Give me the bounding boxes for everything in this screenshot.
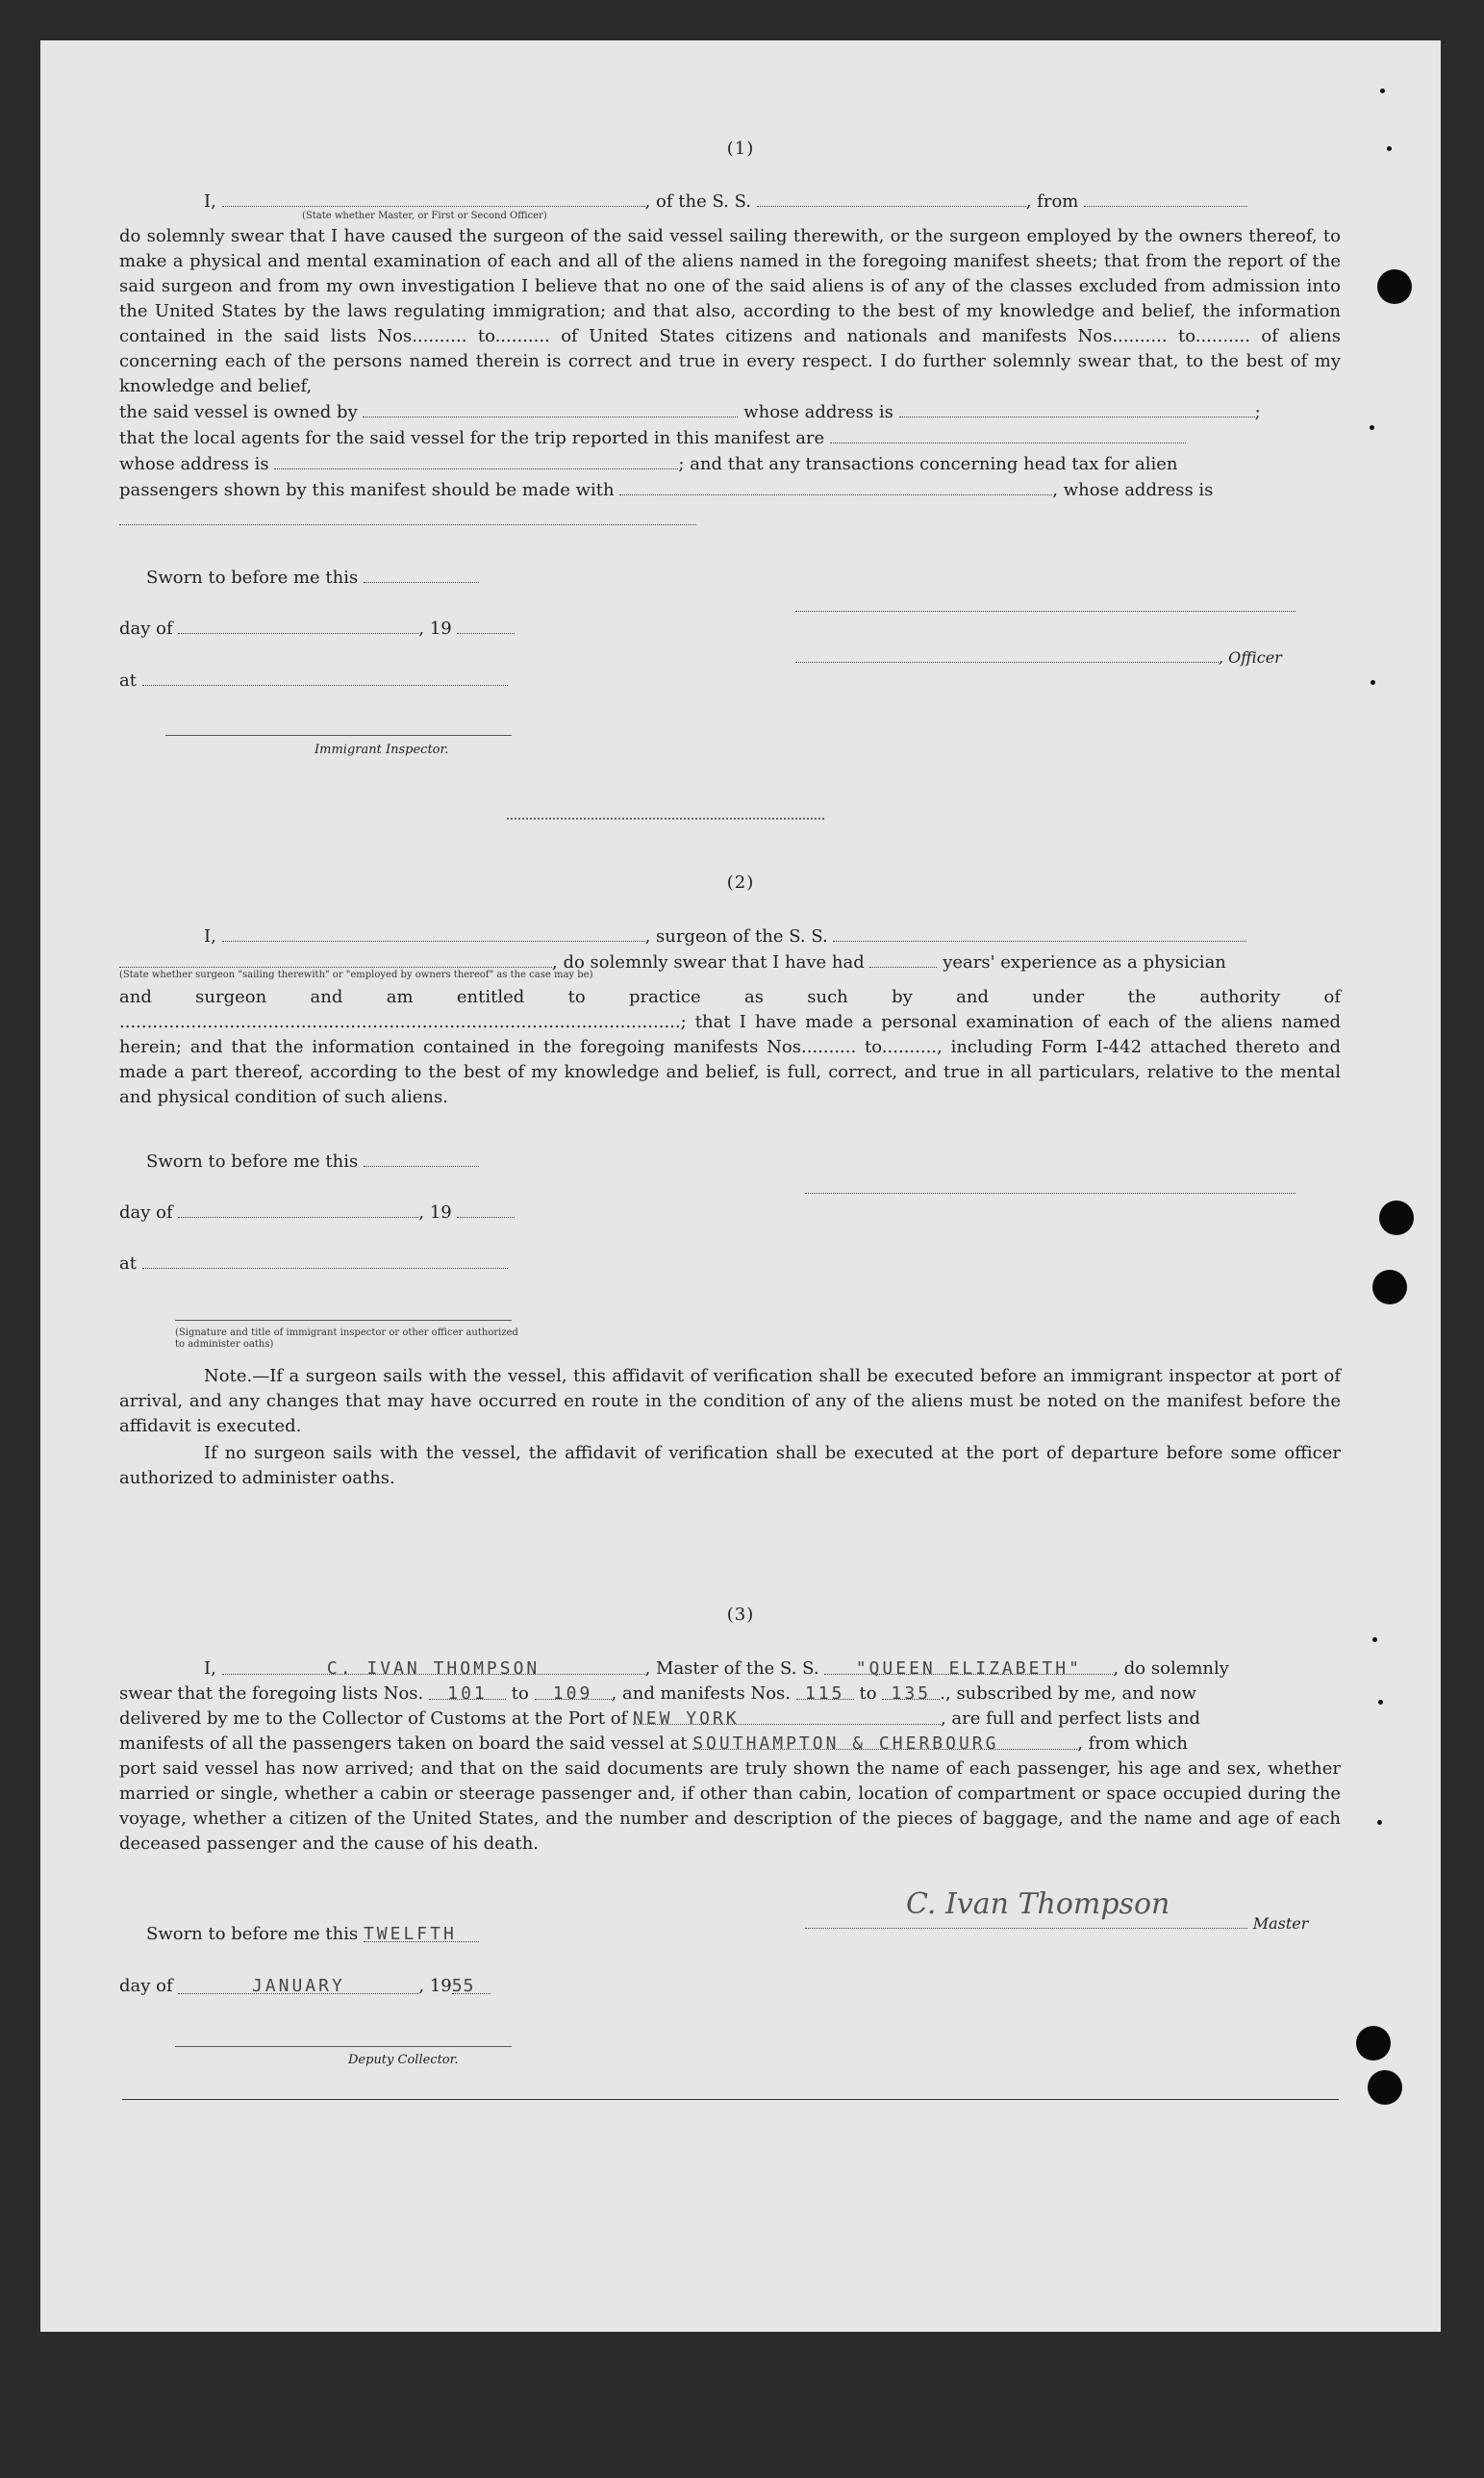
- s2-note-1: Note.—If a surgeon sails with the vessel, this affidavit of verification shall be executed before an immigrant inspector at port of arrival, and any changes that may have occurred en route in the condition of any of the aliens must be noted on the manifest before the affidavit is executed.: [119, 1366, 1341, 1436]
- s1-sworn-day-field[interactable]: [364, 565, 479, 583]
- s1-agents-field[interactable]: [830, 425, 1186, 443]
- s2-year-field[interactable]: [457, 1200, 515, 1218]
- s3-body-text: port said vessel has now arrived; and that on the said documents are truly shown the name of each passenger, his age and sex, whether married or single, whether a cabin or steerage passenger and, if other than cabin, location of compartment or space occupied during the voyage, whether a citizen of the United States, and the number and description of the pieces of baggage, and the name and age of each deceased passenger and the cause of his death.: [119, 1758, 1341, 1854]
- s3-line-3: delivered by me to the Collector of Customs at the Port of NEW YORK , are full and perfect lists and: [119, 1708, 1201, 1729]
- s2-at-field[interactable]: [142, 1251, 508, 1269]
- s2-sworn-line: Sworn to before me this: [146, 1149, 479, 1172]
- s2-line-1: I, , surgeon of the S. S.: [119, 923, 1341, 949]
- s1-owner-address-field[interactable]: [899, 399, 1255, 417]
- s3-port: NEW YORK: [633, 1707, 941, 1725]
- s3-day-line: day of JANUARY , 1955: [119, 1976, 490, 1996]
- section-2: [119, 923, 1341, 1110]
- s3-list-to: 109: [535, 1682, 612, 1700]
- speck-3: [1370, 425, 1374, 430]
- s3-master-name: C. IVAN THOMPSON: [222, 1656, 645, 1675]
- s1-agents-line: that the local agents for the said vessel for the trip reported in this manifest are: [119, 425, 1341, 451]
- speck-2: [1387, 146, 1392, 151]
- s2-note-2: If no surgeon sails with the vessel, the affidavit of verification shall be executed at the port of departure before some officer authorized to administer oaths.: [119, 1443, 1341, 1488]
- s3-sworn-line: Sworn to before me this TWELFTH: [146, 1924, 479, 1944]
- speck-5: [1372, 1637, 1377, 1642]
- s1-officer-signature-field[interactable]: [795, 594, 1295, 612]
- section-1-number: (1): [726, 139, 755, 159]
- s2-month-field[interactable]: [178, 1200, 418, 1218]
- section-1: [119, 189, 1341, 525]
- s1-address-line: whose address is ; and that any transactions concerning head tax for alien: [119, 451, 1341, 477]
- s3-line-4: manifests of all the passengers taken on board the said vessel at SOUTHAMPTON & CHERBOURG , from which: [119, 1733, 1188, 1754]
- s2-ship-field[interactable]: [833, 923, 1246, 942]
- s1-from-field[interactable]: [1084, 189, 1247, 207]
- s1-at-field[interactable]: [142, 668, 508, 686]
- section-divider: [507, 818, 824, 820]
- s1-agents-address-field[interactable]: [274, 451, 678, 469]
- punch-hole-2: [1379, 1201, 1414, 1235]
- speck-7: [1377, 1820, 1382, 1825]
- s1-owned-line: the said vessel is owned by whose address is ;: [119, 399, 1341, 425]
- s3-line-1: I, C. IVAN THOMPSON , Master of the S. S. "QUEEN ELIZABETH" , do solemnly: [204, 1658, 1229, 1679]
- s3-list-from: 101: [429, 1682, 506, 1700]
- speck-1: [1380, 88, 1385, 93]
- speck-6: [1378, 1700, 1383, 1705]
- s2-surgeon-signature-field[interactable]: [805, 1176, 1295, 1194]
- section-2-number: (2): [726, 872, 755, 893]
- s2-surgeon-note: (State whether surgeon "sailing therewith" or "employed by owners thereof" as the case may be): [119, 970, 593, 980]
- s1-day-line: day of , 19: [119, 616, 515, 639]
- s3-year: 55: [452, 1976, 490, 1994]
- manifest-affidavit-page: [40, 40, 1441, 2332]
- s2-body-text: and surgeon and am entitled to practice as such by and under the authority of ......................................................................................................; that I have made a personal examination of each of the aliens named herein; and that the information contained in the foregoing manifests Nos.......... to.........., including Form I-442 attached thereto and made a part thereof, according to the best of my knowledge and belief, is full, correct, and true in all particulars, relative to the mental and physical condition of such aliens.: [119, 987, 1341, 1107]
- s3-master-signature: C. Ivan Thompson: [906, 1887, 1170, 1921]
- s3-master-signature-field: [805, 1887, 1247, 1929]
- s1-ship-field[interactable]: [757, 189, 1026, 207]
- punch-hole-3: [1372, 1270, 1407, 1304]
- s3-master-signature-line: C. Ivan Thompson Master: [805, 1897, 1308, 1934]
- s2-inspector-signature-line: [175, 1320, 512, 1321]
- s1-passengers-line: passengers shown by this manifest should be made with , whose address is: [119, 477, 1341, 503]
- s2-surgeon-type-field[interactable]: [119, 949, 552, 968]
- punch-hole-5: [1368, 2070, 1402, 2105]
- s1-address-continuation-field[interactable]: [119, 507, 696, 525]
- s1-year-field[interactable]: [457, 616, 515, 634]
- s1-sworn-line: Sworn to before me this: [146, 565, 479, 588]
- s2-day-line: day of , 19: [119, 1200, 515, 1223]
- s1-officer-title-field[interactable]: [795, 645, 1219, 663]
- s3-manifest-from: 115: [796, 1682, 854, 1700]
- s1-at-line: at: [119, 668, 508, 691]
- s1-line-1: I, , of the S. S. , from: [119, 189, 1341, 215]
- bottom-rule: [122, 2099, 1339, 2100]
- s2-signature-line: [805, 1176, 1295, 1199]
- s3-line-2: swear that the foregoing lists Nos. 101 to 109 , and manifests Nos. 115 to 135 ., subscribed by me, and now: [119, 1683, 1196, 1704]
- section-3-number: (3): [726, 1605, 755, 1625]
- s3-deputy-label: Deputy Collector.: [348, 2053, 459, 2067]
- s1-inspector-signature-line: [165, 735, 512, 736]
- s1-inspector-label: Immigrant Inspector.: [314, 743, 449, 757]
- s3-ship-name: "QUEEN ELIZABETH": [824, 1656, 1113, 1675]
- punch-hole-4: [1356, 2026, 1391, 2061]
- punch-hole-1: [1377, 269, 1412, 304]
- speck-4: [1371, 680, 1375, 685]
- s2-signature-note: (Signature and title of immigrant inspector or other officer authorized to administer oaths): [175, 1328, 518, 1350]
- s1-officer-field[interactable]: [222, 189, 645, 207]
- s3-manifest-to: 135: [882, 1682, 940, 1700]
- section-3: [119, 1656, 1341, 1857]
- s1-officer-note: (State whether Master, or First or Second Officer): [302, 211, 547, 221]
- s1-officer-line: , Officer: [795, 645, 1282, 668]
- s3-deputy-signature-line: [175, 2046, 512, 2047]
- s3-month: JANUARY: [178, 1976, 418, 1994]
- s2-years-field[interactable]: [869, 949, 937, 968]
- s1-head-tax-field[interactable]: [619, 477, 1052, 495]
- s3-departure-port: SOUTHAMPTON & CHERBOURG: [692, 1732, 1077, 1750]
- s1-owner-field[interactable]: [363, 399, 738, 417]
- s2-line-2: , do solemnly swear that I have had years' experience as a physician: [119, 949, 1341, 975]
- s3-sworn-day: TWELFTH: [364, 1924, 479, 1942]
- s2-at-line: at: [119, 1251, 508, 1274]
- s1-officer-signature-line: [795, 594, 1295, 617]
- s2-sworn-day-field[interactable]: [364, 1149, 479, 1167]
- s1-month-field[interactable]: [178, 616, 418, 634]
- s1-body-text: do solemnly swear that I have caused the surgeon of the said vessel sailing therewith, or the surgeon employed by the owners thereof, to make a physical and mental examination of each and all of the aliens named in the foregoing manifest sheets; that from the report of the said surgeon and from my own investigation I believe that no one of the said aliens is of any of the classes excluded from admission into the United States by the laws regulating immigration; and that also, according to the best of my knowledge and belief, the information contained in the said lists Nos.......... to.......... of United States citizens and nationals and manifests Nos.......... to.......... of aliens concerning each of the persons named therein is correct and true in every respect. I do further solemnly swear that, to the best of my knowledge and belief,: [119, 226, 1341, 396]
- s2-surgeon-field[interactable]: [222, 923, 645, 942]
